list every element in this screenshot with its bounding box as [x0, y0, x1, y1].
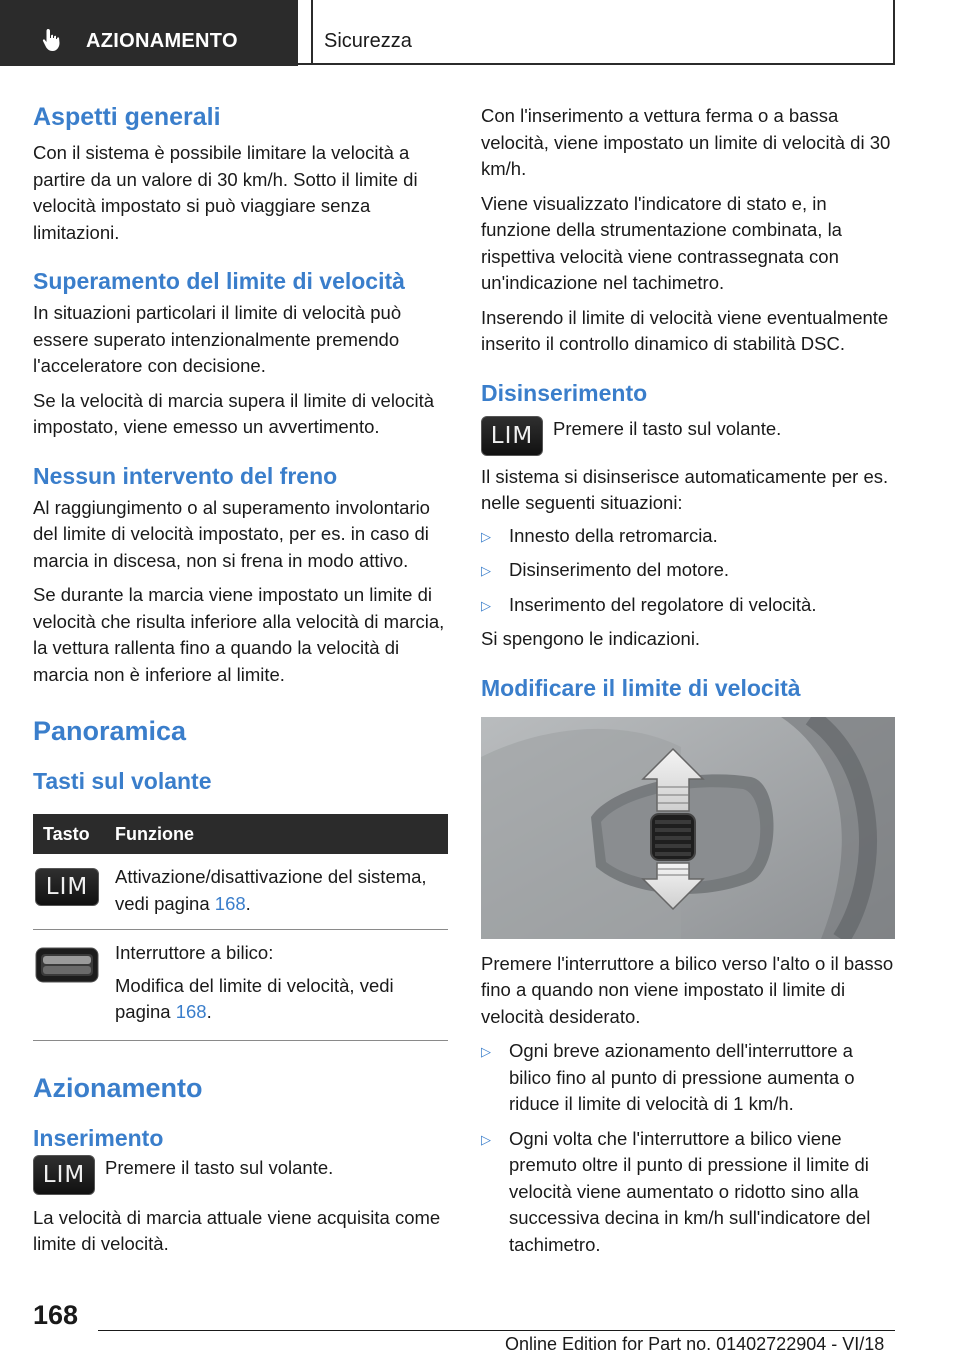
paragraph: Il sistema si disinserisce automaticamente per es. nelle seguenti situazioni:: [481, 465, 889, 513]
paragraph: Si spengono le indicazioni.: [481, 628, 701, 649]
right-column: [481, 103, 895, 1258]
paragraph: Con il sistema è possibile limitare la velocità a partire da un valore di 30 km/h. Sotto il limite di velocità impostato si può viaggiare senza limitazioni.: [33, 142, 418, 243]
list-item: ▷ Inserimento del regolatore di velocità.: [481, 592, 895, 620]
table-cell: Attivazione/disattivazione del sistema, vedi pagina 168.: [115, 866, 427, 914]
lim-button-icon: LIM: [481, 416, 543, 456]
header-underline: [298, 63, 895, 65]
lim-button-icon: LIM: [35, 868, 99, 906]
section-label: Sicurezza: [324, 30, 412, 52]
footer-divider: [98, 1330, 895, 1331]
list-item: ▷ Ogni volta che l'interruttore a bilico viene premuto oltre il punto di pressione il limite di velocità viene aumentato o ridotto sino alla successiva decina in km/h sull'indicatore del tachimetro.: [481, 1126, 895, 1259]
table-row: [33, 854, 448, 930]
list-item: ▷ Disinserimento del motore.: [481, 557, 895, 585]
paragraph: Se la velocità di marcia supera il limite di velocità impostato, viene emesso un avvertimento.: [33, 389, 435, 437]
triangle-bullet-icon: ▷: [481, 528, 491, 544]
paragraph: Inserendo il limite di velocità viene eventualmente inserito il controllo dinamico di stabilità DSC.: [481, 306, 889, 354]
table-cell: Modifica del limite di velocità, vedi pagina 168.: [115, 974, 394, 1022]
heading-deactivation: Disinserimento: [481, 379, 648, 406]
paragraph: Premere il tasto sul volante.: [105, 1156, 334, 1178]
hand-pointer-icon: [40, 27, 66, 53]
paragraph: Se durante la marcia viene impostato un limite di velocità che risulta inferiore alla velocità di marcia, la vettura rallenta fino a quando la velocità di marcia non è inferiore al limite.: [33, 584, 445, 685]
paragraph: Viene visualizzato l'indicatore di stato e, in funzione della strumentazione combinata, la rispettiva velocità viene contrassegnata con un'indicazione nel tachimetro.: [481, 192, 842, 293]
heading-activation: Inserimento: [33, 1124, 164, 1151]
heading-general: Aspetti generali: [33, 103, 221, 131]
page-header: [0, 0, 960, 66]
paragraph: La velocità di marcia attuale viene acquisita come limite di velocità.: [33, 1206, 441, 1254]
heading-no-brake: Nessun intervento del freno: [33, 462, 338, 489]
table-header: [33, 814, 448, 854]
chapter-label: AZIONAMENTO: [86, 30, 238, 52]
triangle-bullet-icon: ▷: [481, 1131, 491, 1147]
paragraph: In situazioni particolari il limite di velocità può essere superato intenzionalmente premendo l'acceleratore con decisione.: [33, 302, 402, 376]
header-divider: [893, 0, 895, 65]
steering-wheel-rocker-photo: [481, 717, 895, 939]
list-item: ▷ Ogni breve azionamento dell'interruttore a bilico fino al punto di pressione aumenta o riduce il limite di velocità di 1 km/h.: [481, 1038, 895, 1118]
rocker-switch-icon: [35, 944, 99, 986]
table-row: [33, 930, 448, 1041]
buttons-table: [33, 814, 448, 1041]
heading-buttons: Tasti sul volante: [33, 768, 212, 794]
heading-modify: Modificare il limite di velocità: [481, 674, 801, 701]
column-header-function: Funzione: [115, 823, 194, 844]
page-link[interactable]: 168: [175, 1001, 207, 1022]
triangle-bullet-icon: ▷: [481, 563, 491, 578]
page-link[interactable]: 168: [214, 892, 246, 914]
triangle-bullet-icon: ▷: [481, 1044, 491, 1059]
column-header-key: Tasto: [43, 823, 90, 844]
triangle-bullet-icon: ▷: [481, 597, 491, 613]
chapter-tab[interactable]: [0, 0, 298, 66]
footer-edition: Online Edition for Part no. 01402722904 - VI/18: [505, 1334, 885, 1354]
table-cell: Interruttore a bilico:: [115, 942, 274, 963]
paragraph: Premere l'interruttore a bilico verso l'alto o il basso fino a quando non viene impostato il limite di velocità desiderato.: [481, 952, 894, 1027]
paragraph: Al raggiungimento o al superamento involontario del limite di velocità impostato, per es. in caso di marcia in discesa, non si frena in modo attivo.: [33, 496, 430, 571]
heading-exceed: Superamento del limite di velocità: [33, 268, 405, 294]
lim-button-icon: LIM: [33, 1155, 95, 1195]
list-item: ▷ Innesto della retromarcia.: [481, 523, 895, 551]
heading-overview: Panoramica: [33, 716, 187, 746]
steering-wheel-image: [481, 717, 895, 939]
page-number: 168: [33, 1300, 79, 1330]
heading-operation: Azionamento: [33, 1072, 203, 1103]
left-column: [33, 96, 448, 1258]
header-divider: [311, 0, 313, 65]
paragraph: Con l'inserimento a vettura ferma o a bassa velocità, viene impostato un limite di velocità di 30 km/h.: [481, 105, 891, 179]
paragraph: Premere il tasto sul volante.: [553, 417, 782, 439]
